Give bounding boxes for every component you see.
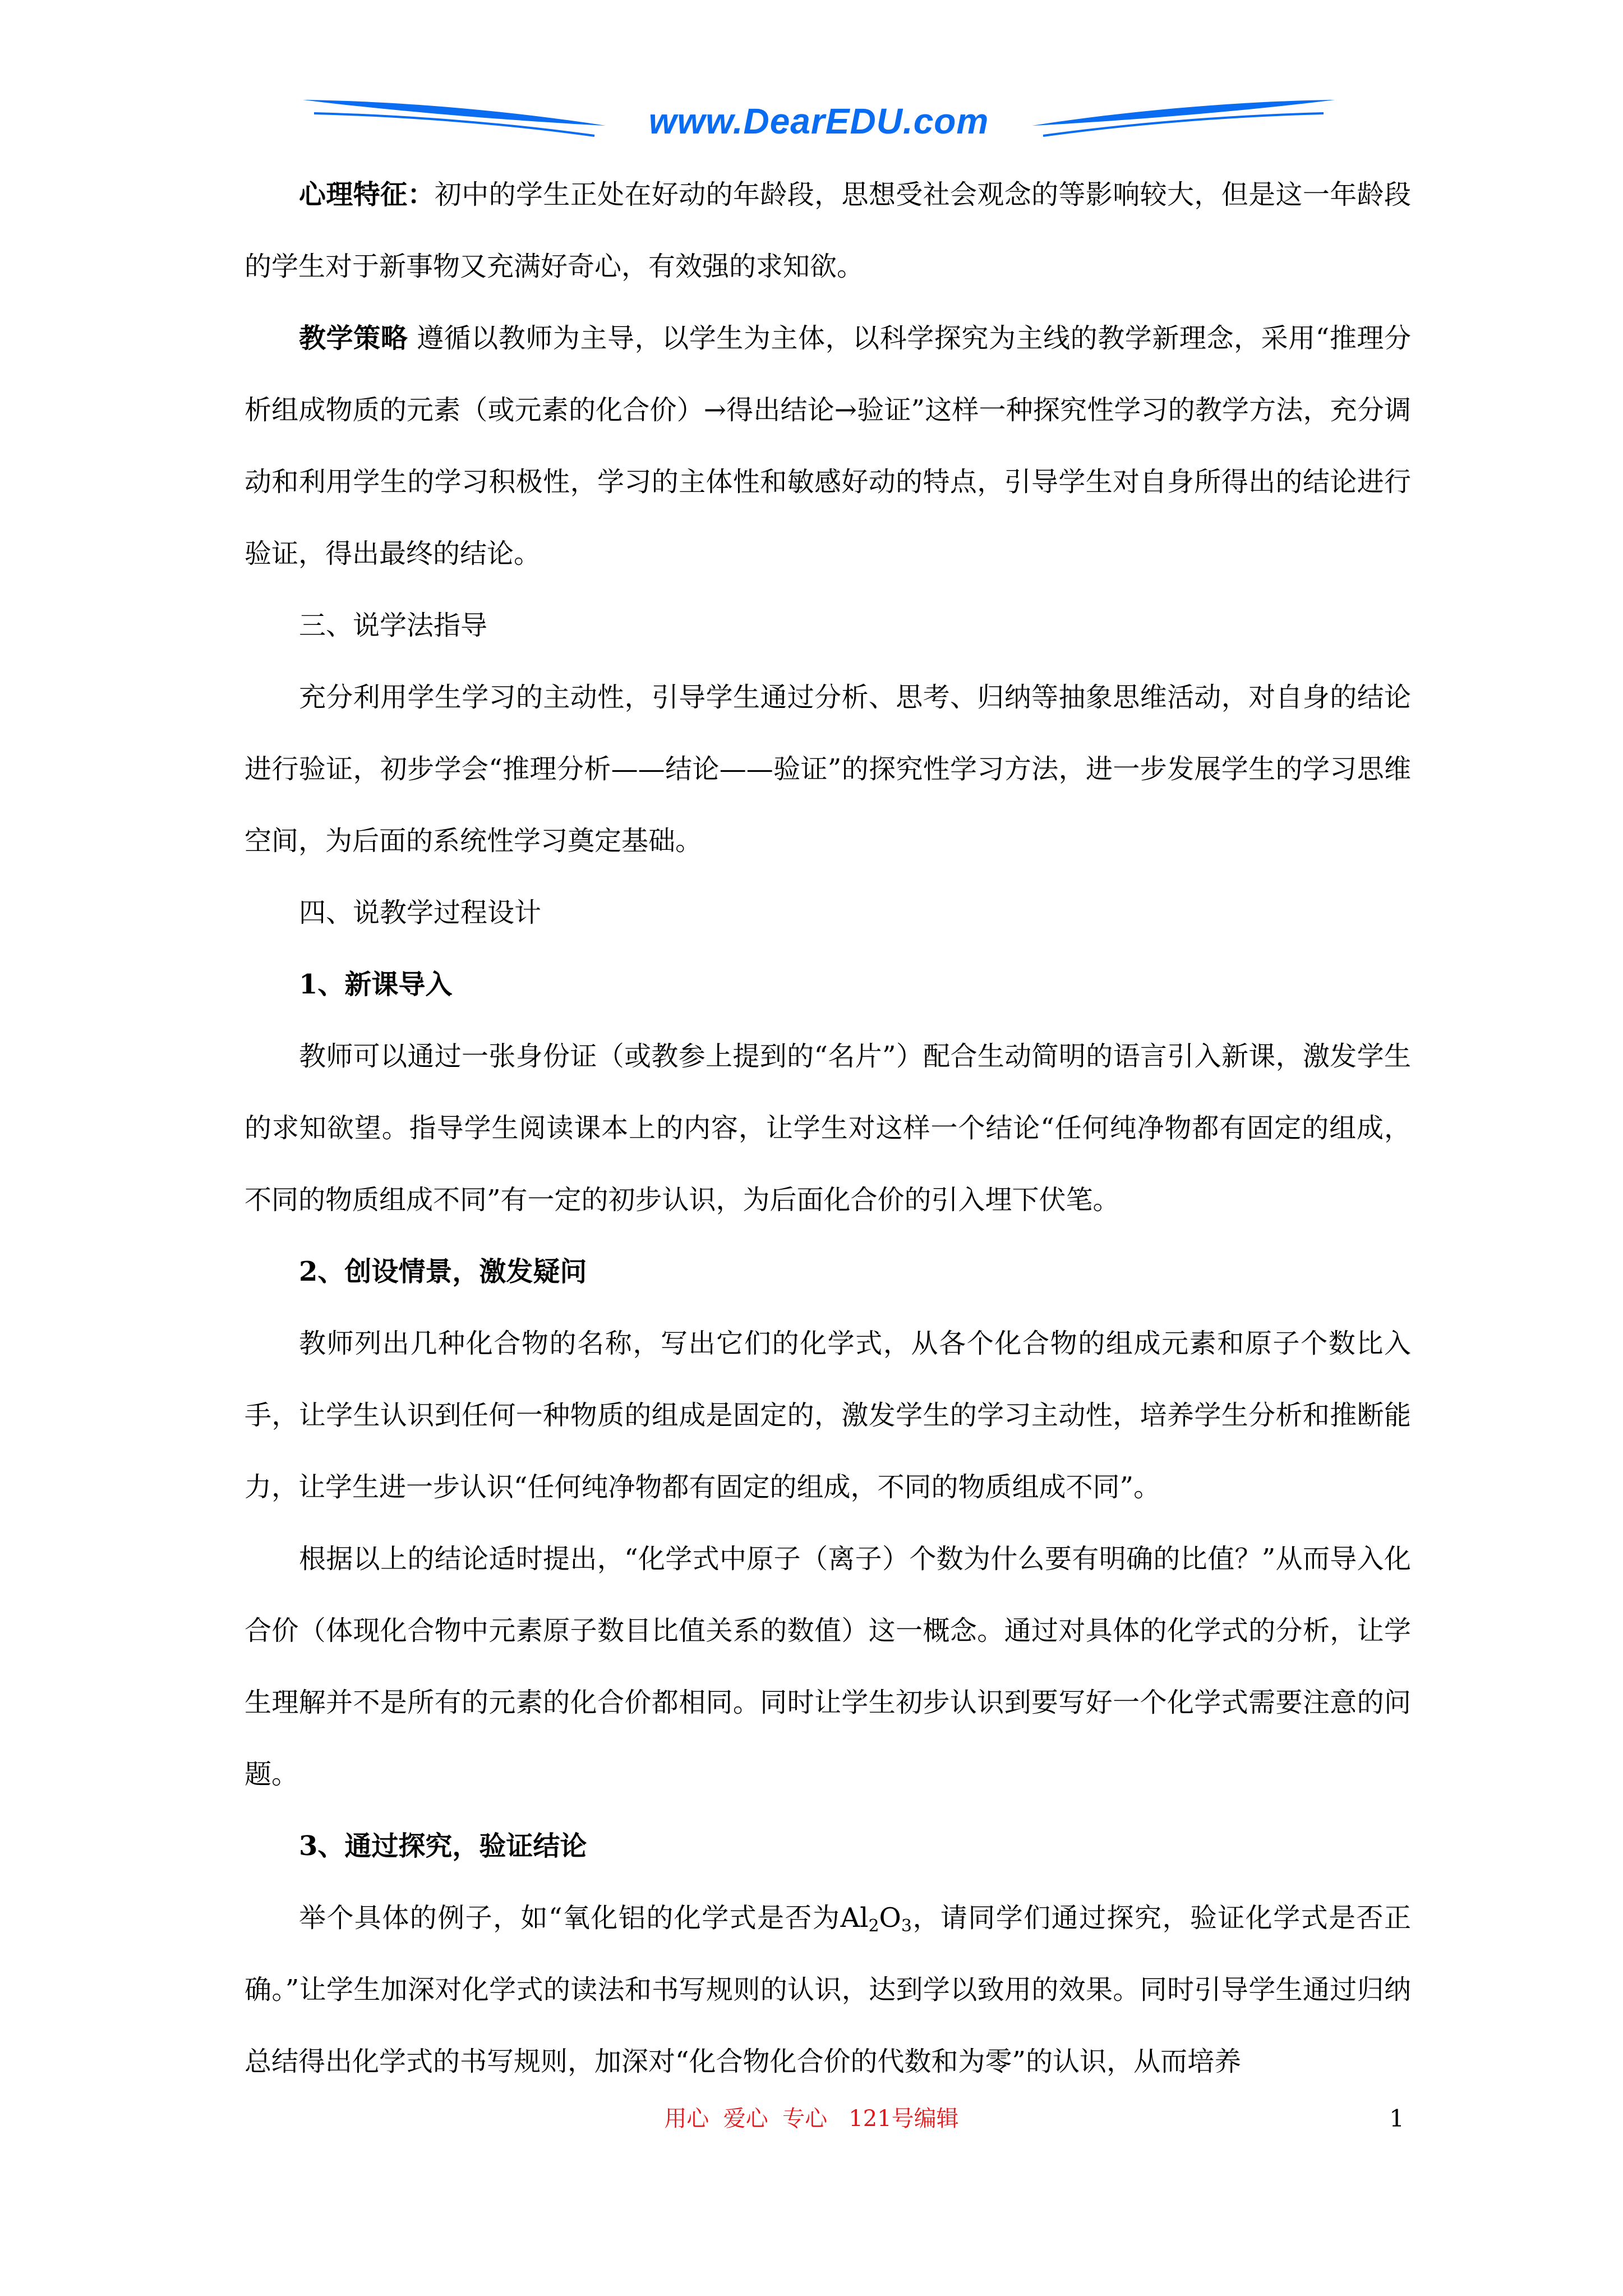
paragraph-text: 初中的学生正处在好动的年龄段，思想受社会观念的等影响较大，但是这一年龄段的学生对于新事物又充满好奇心，有效强的求知欲。 bbox=[245, 179, 1411, 282]
paragraph-new-lesson bbox=[245, 1020, 1411, 1236]
paragraph-text: 根据以上的结论适时提出，“化学式中原子（离子）个数为什么要有明确的比值？”从而导入化合价（体现化合物中元素原子数目比值关系的数值）这一概念。通过对具体的化学式的分析，让学生理解并不是所有的元素的化合价都相同。同时让学生初步认识到要写好一个化学式需要注意的问题。 bbox=[245, 1543, 1411, 1790]
paragraph-scenario-1 bbox=[245, 1308, 1411, 1523]
subheading-scenario bbox=[245, 1236, 1411, 1308]
document-body bbox=[245, 159, 1411, 2097]
paragraph-text: ，请同学们通过探究，验证化学式是否正确。”让学生加深对化学式的读法和书写规则的认识，达到学以致用的效果。同时引导学生通过归纳总结得出化学式的书写规则，加深对“化合物化合价的代数和为零”的认识，从而培养 bbox=[245, 1902, 1411, 2077]
subheading-inquiry bbox=[245, 1810, 1411, 1882]
paragraph-label: 教学策略 bbox=[299, 323, 408, 354]
paragraph-text: 充分利用学生学习的主动性，引导学生通过分析、思考、归纳等抽象思维活动，对自身的结论进行验证，初步学会“推理分析——结论——验证”的探究性学习方法，进一步发展学生的学习思维空间，为后面的系统性学习奠定基础。 bbox=[245, 682, 1411, 857]
paragraph-text: 教师可以通过一张身份证（或教参上提到的“名片”）配合生动简明的语言引入新课，激发学生的求知欲望。指导学生阅读课本上的内容，让学生对这样一个结论“任何纯净物都有固定的组成，不同的物质组成不同”有一定的初步认识，为后面化合价的引入埋下伏笔。 bbox=[245, 1041, 1411, 1216]
paragraph-label: 1、新课导入 bbox=[299, 969, 453, 1000]
footer-slogan: 用心 爱心 专心 121号编辑 bbox=[664, 2106, 959, 2132]
paragraph-text: 教师列出几种化合物的名称，写出它们的化学式，从各个化合物的组成元素和原子个数比入手，让学生认识到任何一种物质的组成是固定的，激发学生的学习主动性，培养学生分析和推断能力，让学生进一步认识“任何纯净物都有固定的组成，不同的物质组成不同”。 bbox=[245, 1328, 1411, 1503]
paragraph-label: 心理特征： bbox=[299, 179, 435, 210]
chemical-formula: $Al_2O_3$ bbox=[840, 1902, 912, 1936]
paragraph-label: 3、通过探究，验证结论 bbox=[299, 1830, 587, 1862]
paragraph-teaching-strategy bbox=[245, 302, 1411, 590]
page-number: 1 bbox=[1389, 2105, 1404, 2132]
paragraph-psychology bbox=[245, 159, 1411, 302]
paragraph-text: 举个具体的例子，如“氧化铝的化学式是否为 bbox=[299, 1902, 841, 1934]
page-footer bbox=[0, 2101, 1623, 2137]
paragraph-text: 三、说学法指导 bbox=[299, 610, 488, 641]
paragraph-inquiry bbox=[245, 1882, 1411, 2097]
paragraph-text: 四、说教学过程设计 bbox=[299, 897, 542, 928]
subheading-new-lesson bbox=[245, 949, 1411, 1020]
paragraph-scenario-2 bbox=[245, 1523, 1411, 1810]
paragraph-text: 遵循以教师为主导，以学生为主体，以科学探究为主线的教学新理念，采用“推理分析组成物质的元素（或元素的化合价）→得出结论→验证”这样一种探究性学习的教学方法，充分调动和利用学生的学习积极性，学习的主体性和敏感好动的特点，引导学生对自身所得出的结论进行验证，得出最终的结论。 bbox=[245, 323, 1411, 569]
section-heading-study-method bbox=[245, 590, 1411, 661]
paragraph-study-method bbox=[245, 661, 1411, 877]
section-heading-process bbox=[245, 877, 1411, 949]
paragraph-label: 2、创设情景，激发疑问 bbox=[299, 1256, 587, 1287]
site-name: www.DearEDU.com bbox=[648, 101, 989, 141]
site-header bbox=[303, 96, 1335, 147]
